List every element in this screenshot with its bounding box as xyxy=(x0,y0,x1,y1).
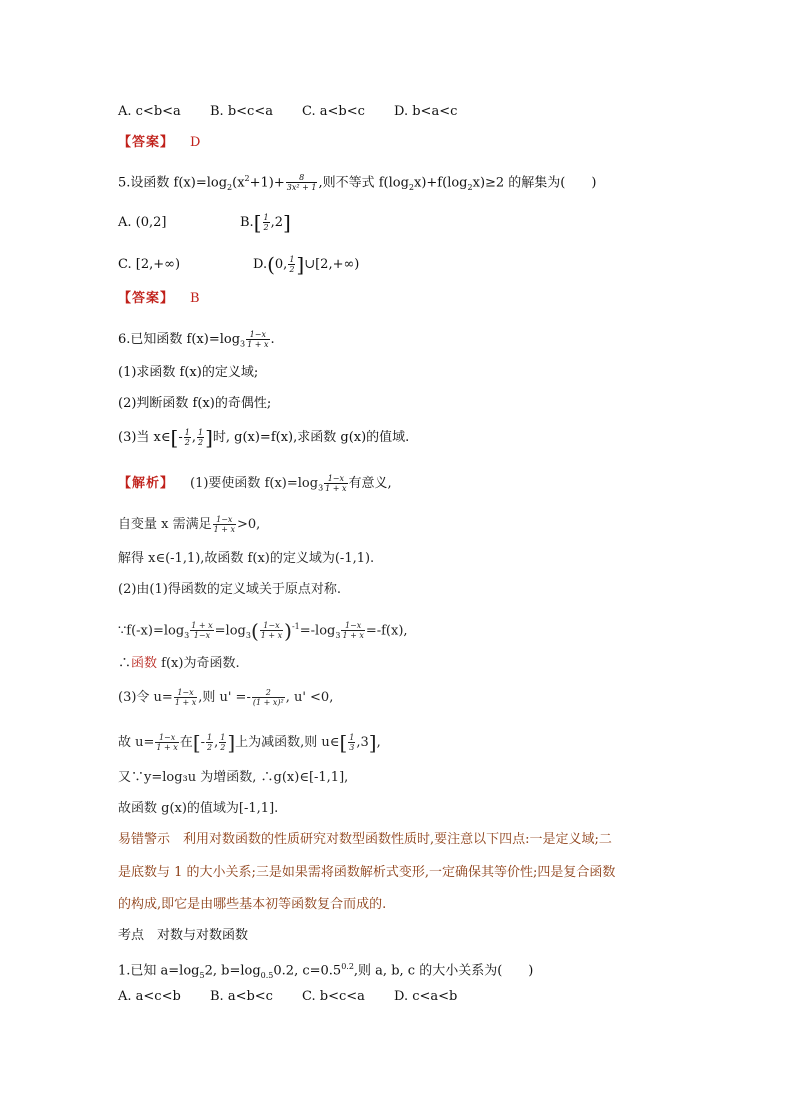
warning-line2: 是底数与 1 的大小关系;三是如果需将函数解析式变形,一定确保其等价性;四是复合函数 xyxy=(118,865,616,880)
q4-option-b: B. b<c<a xyxy=(210,104,273,119)
solution-text: =log xyxy=(214,623,246,639)
solution-text: 在 xyxy=(179,735,193,750)
solution-text: =-log xyxy=(299,623,336,639)
q5-option-d-label: D. xyxy=(253,257,268,272)
q5-option-a: A. (0,2] xyxy=(118,215,167,230)
solution-text: 故 u= xyxy=(118,735,155,750)
fraction-numerator: 8 xyxy=(286,173,318,183)
solution-text: , u' <0, xyxy=(285,690,334,705)
n1-option-d: D. c<a<b xyxy=(394,989,458,1004)
solution-line8: 故 u= $\frac{1-x}{1 + x}$ 在[- $\frac{1}{2}$ , $\frac{1}{2}$ ]上为减函数,则 u∈[ $\frac{1}{3}$ ,3], xyxy=(118,730,381,755)
n1-option-c: C. b<c<a xyxy=(302,989,365,1004)
solution-line9: 又∵y=log₃u 为增函数, ∴g(x)∈[-1,1], xyxy=(118,770,349,785)
q6-stem-text: 6.已知函数 f(x)=log xyxy=(118,332,241,347)
q5-stem-part: x)≥2 的解集为( ) xyxy=(472,175,597,191)
solution-line7: (3)令 u= $\frac{1-x}{1 + x}$ ,则 u' =- $\frac{2}{\text{(1 + x)²}}$ , u' <0, xyxy=(118,688,334,707)
solution-text: ∵f(-x)=log xyxy=(118,623,185,639)
q4-option-a: A. c<b<a xyxy=(118,104,181,119)
solution-line1: 【解析】 (1)要使函数 $f(x)=\log_3$ $\frac{1-x}{1 + x}$ 有意义, xyxy=(118,474,392,493)
q5-option-d: D.(0, $\frac{1}{2}$ ]∪[2,+∞) xyxy=(253,252,360,277)
answer-value: D xyxy=(190,135,201,150)
solution-text: , xyxy=(376,735,381,750)
q5-stem-part: (x xyxy=(232,175,245,191)
q5-options-row1 xyxy=(118,210,291,235)
q5-stem-part: ,则不等式 f(log xyxy=(318,175,409,191)
q6-sub1: (1)求函数 f(x)的定义域; xyxy=(118,365,259,380)
warning-line3: 的构成,即它是由哪些基本初等函数复合而成的. xyxy=(118,897,387,912)
q4-option-c: C. a<b<c xyxy=(302,104,365,119)
topic-heading: 考点 对数与对数函数 xyxy=(118,928,249,943)
q4-options xyxy=(118,103,457,121)
q6-sub3-part: (3)当 x∈ xyxy=(118,430,171,445)
solution-text: 上为减函数,则 u∈ xyxy=(235,735,340,750)
q5-option-b-label: B. xyxy=(240,215,254,230)
q6-sub2: (2)判断函数 f(x)的奇偶性; xyxy=(118,396,272,411)
solution-highlight: 函数 xyxy=(131,656,158,671)
solution-line5: $\because f(-x)=\log_3$ $\frac{1 + x}{1-x}$ $=\log_3$( $\frac{1-x}{1 + x}$ )$^{-1}=-\log_3$ $\frac{1-x}{1 + x}$ =-f(x), xyxy=(118,618,408,643)
q4-option-d: D. b<a<c xyxy=(394,104,458,119)
q5-stem-part: x)+f(log xyxy=(414,175,468,191)
solution-label: 【解析】 xyxy=(118,476,175,491)
q5-stem: 5.设函数 $f(x)=\log_2(x^2+1)+$ $\frac{8}{\text{3x² + 1}}$ ,则不等式 $f(\log_2x)+f(\log_2x)\ge 2$ 的解集为( ) xyxy=(118,173,597,193)
solution-text: f(x)为奇函数. xyxy=(157,656,240,671)
answer-label: 【答案】 xyxy=(118,291,175,306)
solution-text: ∴ xyxy=(118,656,132,671)
solution-line4: (2)由(1)得函数的定义域关于原点对称. xyxy=(118,582,341,597)
q5-stem-part: +1)+ xyxy=(249,175,285,191)
answer-label: 【答案】 xyxy=(118,135,175,150)
n1-option-a: A. a<c<b xyxy=(118,989,181,1004)
fraction-denominator: 3x² + 1 xyxy=(286,183,317,193)
solution-line3: 解得 x∈(-1,1),故函数 f(x)的定义域为(-1,1). xyxy=(118,551,375,566)
q5-option-d-tail: ∪[2,+∞) xyxy=(304,257,360,272)
answer-value: B xyxy=(190,291,200,306)
solution-text: (3)令 u= xyxy=(118,690,173,705)
n1-stem-part: 0.2, c=0.5 xyxy=(273,963,342,979)
q5-options-row2 xyxy=(118,252,360,277)
solution-text: =-f(x), xyxy=(365,623,408,639)
n1-stem-part: 1.已知 a=log xyxy=(118,963,200,979)
solution-text: 有意义, xyxy=(348,476,392,491)
n1-stem-part: 2, b=log xyxy=(204,963,261,979)
solution-text: 自变量 x 需满足 xyxy=(118,517,212,532)
q5-stem-part: 5.设函数 f(x)=log xyxy=(118,175,228,191)
solution-text: (1)要使函数 f(x)=log xyxy=(190,476,319,491)
n1-stem-part: ,则 a, b, c 的大小关系为( ) xyxy=(353,963,534,979)
q5-option-c: C. [2,+∞) xyxy=(118,257,181,272)
q6-stem: 6.已知函数 $f(x)=\log_3$ $\frac{1-x}{1 + x}$ . xyxy=(118,330,275,349)
solution-line2: 自变量 x 需满足 $\frac{1-x}{1 + x}$ >0, xyxy=(118,515,261,534)
solution-line6 xyxy=(118,655,240,673)
n1-stem: 1.已知 $a=\log_52$, $b=\log_{0.5}0.2$, $c=0.5^{0.2}$,则 a, b, c 的大小关系为( ) xyxy=(118,962,534,980)
q4-answer xyxy=(118,134,200,152)
solution-text: >0, xyxy=(237,517,261,532)
q5-fraction xyxy=(286,173,318,192)
warning-line1: 易错警示 利用对数函数的性质研究对数型函数性质时,要注意以下四点:一是定义域;二 xyxy=(118,832,612,847)
solution-text: ,则 u' =- xyxy=(198,690,251,705)
n1-option-b: B. a<b<c xyxy=(210,989,273,1004)
q5-answer xyxy=(118,290,200,308)
n1-options xyxy=(118,988,457,1006)
solution-line10: 故函数 g(x)的值域为[-1,1]. xyxy=(118,801,279,816)
q5-option-b: B.[ $\frac{1}{2}$ ,2] xyxy=(240,210,291,235)
q6-sub3: (3)当 x∈[- $\frac{1}{2}$ , $\frac{1}{2}$ ]时, g(x)=f(x),求函数 g(x)的值域. xyxy=(118,425,410,450)
q6-sub3-part: 时, g(x)=f(x),求函数 g(x)的值域. xyxy=(212,430,410,445)
